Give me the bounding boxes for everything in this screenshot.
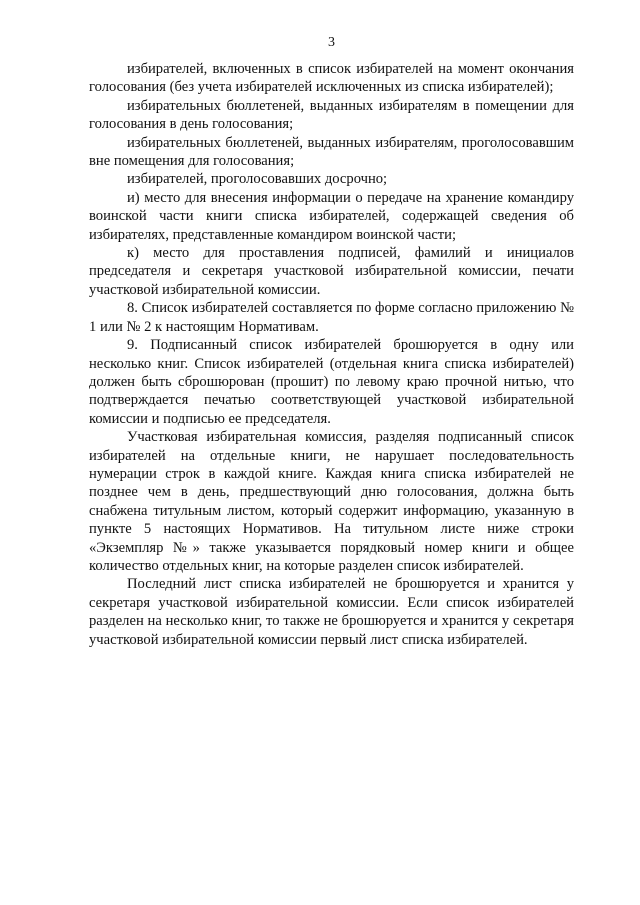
paragraph-voters-included: избирателей, включенных в список избирателей на момент окончания голосования (без учета избирателей исключенных из списка избирателей);	[89, 61, 574, 96]
paragraph-books-division: Участковая избирательная комиссия, разделяя подписанный список избирателей на отдельные книги, не нарушает последовательность нумерации строк в каждой книге. Каждая книга списка избирателей не позднее чем в день, предшествующий дню голосования, должна быть снабжена титульным листом, который содержит информацию, указанную в пункте 5 настоящих Нормативов. На титульном листе ниже строки «Экземпляр №» также указывается порядковый номер книги и общее количество отдельных книг, на которые разделен список избирателей.	[89, 429, 574, 574]
paragraph-ballots-in-room: избирательных бюллетеней, выданных избирателям в помещении для голосования в день голосования;	[89, 97, 574, 133]
paragraph-section-8: 8. Список избирателей составляется по форме согласно приложению № 1 или № 2 к настоящим Нормативам.	[89, 300, 574, 335]
page-number: 3	[328, 35, 335, 50]
paragraph-early-voters: избирателей, проголосовавших досрочно;	[127, 171, 388, 188]
paragraph-last-sheet: Последний лист списка избирателей не брошюруется и хранится у секретаря участковой избирательной комиссии. Если список избирателей разделен на несколько книг, то также не брошюруется и хранится у секретаря участковой избирательной комиссии первый лист списка избирателей.	[89, 576, 574, 648]
paragraph-ballots-outside: избирательных бюллетеней, выданных избирателям, проголосовавшим вне помещения для голосования;	[89, 134, 574, 170]
document-page	[89, 34, 574, 649]
paragraph-item-k: к) место для проставления подписей, фамилий и инициалов председателя и секретаря участковой избирательной комиссии, печати участковой избирательной комиссии.	[89, 245, 574, 298]
paragraph-section-9: 9. Подписанный список избирателей брошюруется в одну или несколько книг. Список избирателей (отдельная книга списка избирателей) должен быть сброшюрован (прошит) по левому краю прочной нитью, что подтверждается печатью соответствующей участковой избирательной комиссии и подписью ее председателя.	[89, 337, 574, 427]
paragraph-item-i: и) место для внесения информации о передаче на хранение командиру воинской части книги списка избирателей, содержащей сведения об избирателях, представленные командиром воинской части;	[89, 189, 574, 243]
